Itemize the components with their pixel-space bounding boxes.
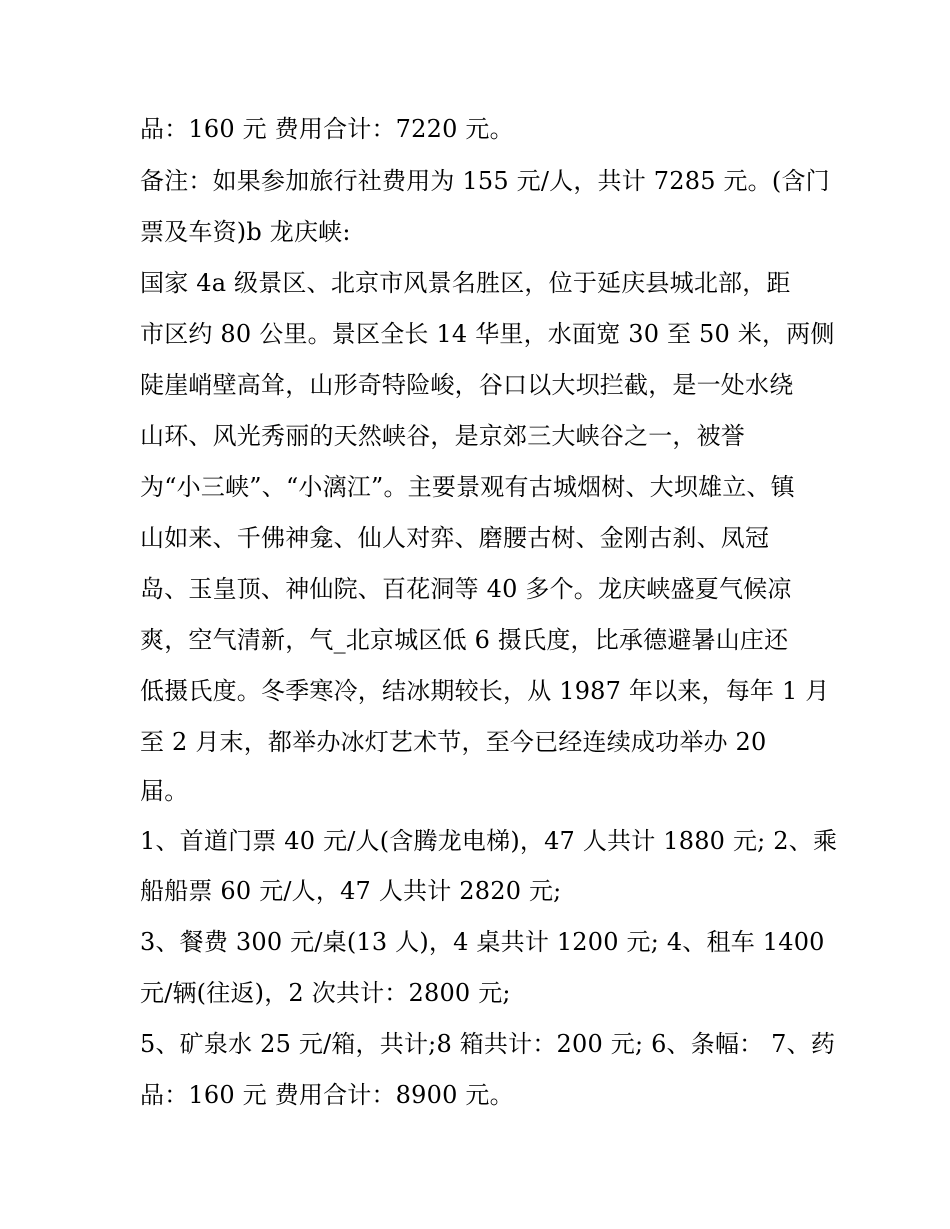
text-line: 至 2 月末，都举办冰灯艺术节，至今已经连续成功举办 20 (140, 728, 767, 756)
text-line: 陡崖峭壁高耸，山形奇特险峻，谷口以大坝拦截，是一处水绕 (140, 371, 794, 399)
text-line: 爽，空气清新，气_北京城区低 6 摄氏度，比承德避暑山庄还 (140, 626, 789, 654)
text-line: 品：160 元 费用合计：7220 元。 (140, 115, 514, 143)
text-line: 1、首道门票 40 元/人(含腾龙电梯)，47 人共计 1880 元; 2、乘 (140, 827, 838, 855)
text-line: 届。 (140, 777, 189, 805)
text-line: 3、餐费 300 元/桌(13 人)，4 桌共计 1200 元; 4、租车 1400 (140, 928, 825, 956)
text-line: 国家 4a 级景区、北京市风景名胜区，位于延庆县城北部，距 (140, 269, 791, 297)
text-line: 为“小三峡”、“小漓江”。主要景观有古城烟树、大坝雄立、镇 (140, 473, 795, 501)
text-line: 品：160 元 费用合计：8900 元。 (140, 1081, 514, 1109)
text-line: 山如来、千佛神龛、仙人对弈、磨腰古树、金刚古刹、凤冠 (140, 524, 770, 552)
text-line: 岛、玉皇顶、神仙院、百花洞等 40 多个。龙庆峡盛夏气候凉 (140, 575, 792, 603)
text-line: 元/辆(往返)，2 次共计：2800 元; (140, 979, 511, 1007)
text-line: 山环、风光秀丽的天然峡谷，是京郊三大峡谷之一，被誉 (140, 422, 745, 450)
text-line: 船船票 60 元/人，47 人共计 2820 元; (140, 877, 562, 905)
text-line: 市区约 80 公里。景区全长 14 华里，水面宽 30 至 50 米，两侧 (140, 320, 835, 348)
text-line: 低摄氏度。冬季寒冷，结冰期较长，从 1987 年以来，每年 1 月 (140, 677, 830, 705)
text-line: 备注：如果参加旅行社费用为 155 元/人，共计 7285 元。(含门 (140, 167, 830, 195)
text-line: 票及车资)b 龙庆峡: (140, 218, 351, 246)
text-line: 5、矿泉水 25 元/箱，共计;8 箱共计：200 元; 6、条幅： 7、药 (140, 1030, 836, 1058)
